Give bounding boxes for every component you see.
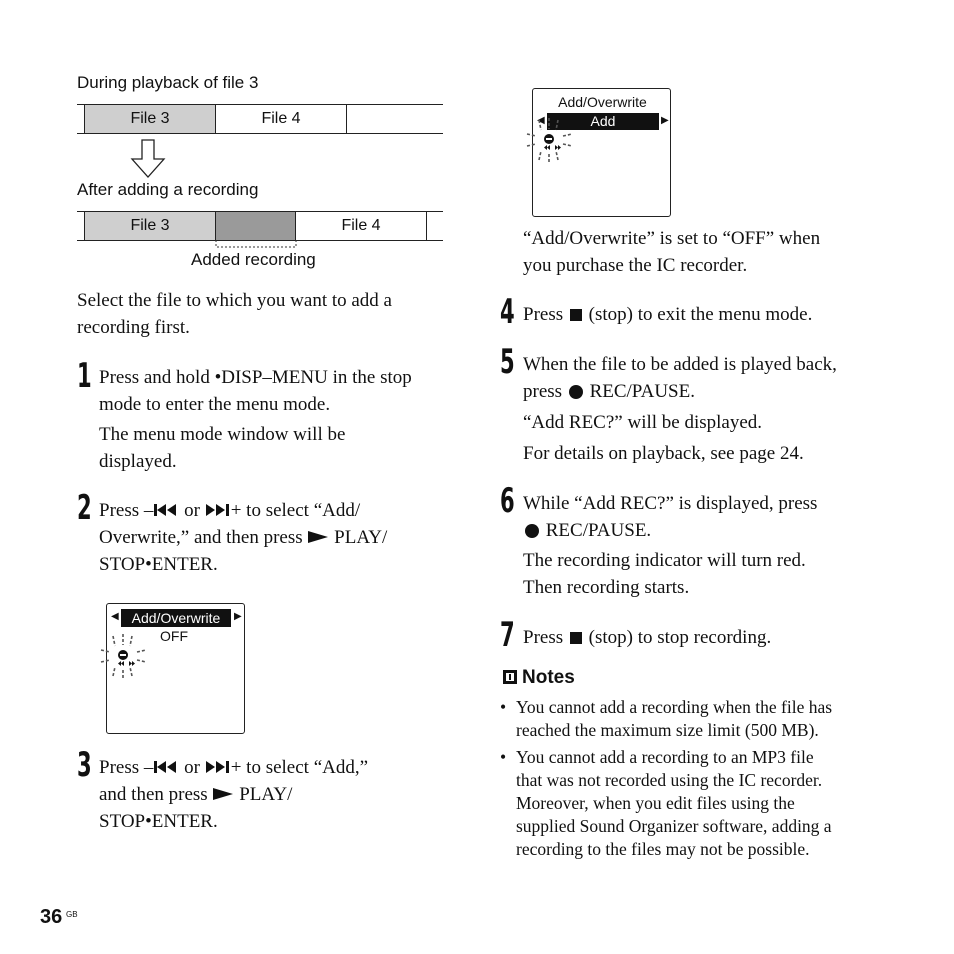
- down-arrow-icon: [130, 139, 170, 179]
- added-recording-segment: [216, 212, 296, 240]
- notes-bullet-1: You cannot add a recording when the file has reached the maximum size limit (500 MB).: [516, 697, 833, 740]
- caption-during-playback: During playback of file 3: [77, 73, 259, 92]
- intro-text: Select the file to which you want to add a recording first.: [77, 290, 392, 338]
- file4-segment: File 4: [296, 212, 427, 240]
- lcd-display-off: [106, 603, 245, 734]
- step-3-text: Press – or + to select “Add,” and then press PLAY/ STOP•ENTER.: [99, 757, 369, 832]
- record-icon: [569, 385, 583, 399]
- step-1-note: The menu mode window will be displayed.: [99, 424, 346, 472]
- notes-bullet-2: You cannot add a recording to an MP3 file that was not recorded using the IC recorder. Moreover, when you edit files using the supplied Sound Organizer software, adding a recording to the files may not be possible.: [516, 747, 832, 859]
- blinking-indicator-icon: [525, 114, 585, 166]
- step-7-text: Press (stop) to stop recording.: [523, 627, 772, 648]
- lcd-menu-title: Add/Overwrite: [121, 609, 231, 627]
- stop-icon: [570, 309, 582, 321]
- caption-after-adding: After adding a recording: [77, 180, 259, 199]
- play-icon: [307, 530, 329, 544]
- lcd-menu-value: OFF: [160, 628, 188, 644]
- step-2-text: Press – or + to select “Add/ Overwrite,” and then press PLAY/ STOP•ENTER.: [99, 500, 388, 575]
- step-4-text: Press (stop) to exit the menu mode.: [523, 304, 813, 325]
- step-3-number: 3: [77, 745, 92, 785]
- step-6-text: While “Add REC?” is displayed, press REC/PAUSE.: [523, 493, 818, 541]
- step-5-note-2: For details on playback, see page 24.: [523, 443, 804, 464]
- right-arrow-icon: ▶: [234, 611, 242, 622]
- left-arrow-icon: ◀: [537, 115, 545, 126]
- page-number: 36: [40, 906, 63, 928]
- region-code: GB: [66, 910, 78, 919]
- lcd-display-add: [532, 88, 671, 217]
- notes-icon: [503, 670, 517, 684]
- notes-heading: Notes: [522, 667, 575, 688]
- step-4-number: 4: [500, 292, 515, 332]
- play-icon: [212, 787, 234, 801]
- step-5-note-1: “Add REC?” will be displayed.: [523, 412, 763, 433]
- step-2-number: 2: [77, 488, 92, 528]
- step-1-text: Press and hold •DISP–MENU in the stop mode to enter the menu mode.: [99, 367, 412, 415]
- previous-track-icon: [153, 503, 179, 517]
- step-6-number: 6: [500, 481, 515, 521]
- bullet-marker: •: [500, 697, 507, 717]
- bullet-marker: •: [500, 747, 507, 767]
- file3-segment: File 3: [85, 105, 216, 133]
- file-bar-before: [77, 104, 443, 134]
- step-7-number: 7: [500, 615, 515, 655]
- left-arrow-icon: ◀: [111, 611, 119, 622]
- file-bar-after: [77, 211, 443, 241]
- added-recording-label: Added recording: [191, 250, 316, 269]
- lcd-menu-value: Add: [547, 113, 659, 130]
- blinking-indicator-icon: [99, 630, 159, 682]
- stop-icon: [570, 632, 582, 644]
- overwrite-default-note: “Add/Overwrite” is set to “OFF” when you purchase the IC recorder.: [523, 228, 821, 276]
- step-6-note: The recording indicator will turn red. Then recording starts.: [523, 550, 806, 598]
- lcd-menu-title: Add/Overwrite: [558, 94, 647, 110]
- step-5-text: When the file to be added is played back, press REC/PAUSE.: [523, 354, 837, 402]
- next-track-icon: [205, 503, 231, 517]
- file4-segment: File 4: [216, 105, 347, 133]
- next-track-icon: [205, 760, 231, 774]
- file3-segment: File 3: [85, 212, 216, 240]
- right-arrow-icon: ▶: [661, 115, 669, 126]
- record-icon: [525, 524, 539, 538]
- step-1-number: 1: [77, 356, 92, 396]
- previous-track-icon: [153, 760, 179, 774]
- step-5-number: 5: [500, 342, 515, 382]
